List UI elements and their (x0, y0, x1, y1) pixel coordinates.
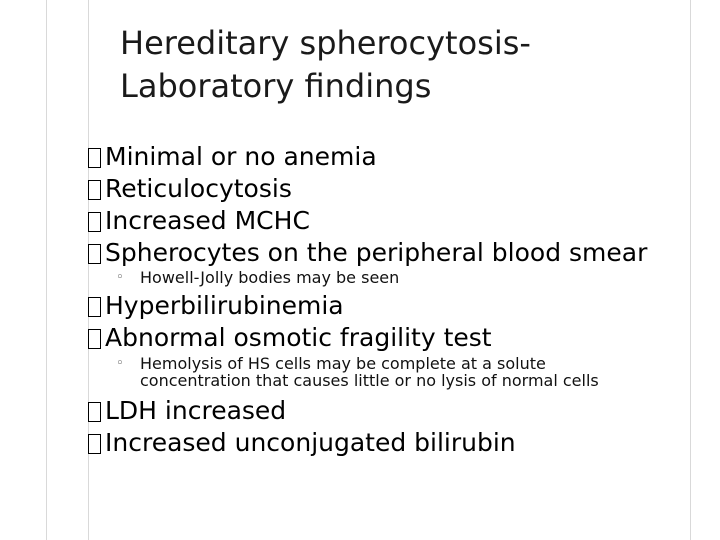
sub-bullet-icon: ◦ (116, 270, 124, 285)
bullet-box-icon (88, 329, 101, 349)
sub-list-item (88, 269, 708, 286)
list-item (88, 322, 708, 354)
list-item-text: Spherocytes on the peripheral blood smear (105, 238, 648, 267)
sub-list-item-text-line-1: Hemolysis of HS cells may be complete at a solute (140, 354, 546, 373)
bullet-box-icon (88, 212, 101, 232)
decorative-frame-line (46, 0, 47, 540)
list-item-text: Hyperbilirubinemia (105, 291, 344, 320)
list-item (88, 395, 708, 427)
list-item (88, 173, 708, 205)
bullet-box-icon (88, 180, 101, 200)
list-item (88, 205, 708, 237)
bullet-box-icon (88, 297, 101, 317)
bullet-box-icon (88, 402, 101, 422)
slide-title (120, 22, 680, 108)
slide-title-line-2: Laboratory findings (120, 67, 432, 105)
slide-title-line-1: Hereditary spherocytosis- (120, 24, 531, 62)
list-item (88, 237, 708, 269)
sub-list-item-text: Howell-Jolly bodies may be seen (140, 268, 400, 287)
sub-list-item (88, 355, 708, 389)
list-item-text: LDH increased (105, 396, 287, 425)
bullet-box-icon (88, 244, 101, 264)
list-item (88, 290, 708, 322)
list-item-text: Reticulocytosis (105, 174, 292, 203)
sub-list-item-text-line-2: concentration that causes little or no lysis of normal cells (140, 371, 599, 390)
list-item (88, 427, 708, 459)
bullet-box-icon (88, 434, 101, 454)
list-item-text: Increased unconjugated bilirubin (105, 428, 516, 457)
list-item-text: Increased MCHC (105, 206, 310, 235)
list-item-text: Minimal or no anemia (105, 142, 377, 171)
sub-bullet-icon: ◦ (116, 356, 124, 371)
list-item-text: Abnormal osmotic fragility test (105, 323, 492, 352)
list-item (88, 141, 708, 173)
findings-list (88, 141, 708, 459)
bullet-box-icon (88, 148, 101, 168)
